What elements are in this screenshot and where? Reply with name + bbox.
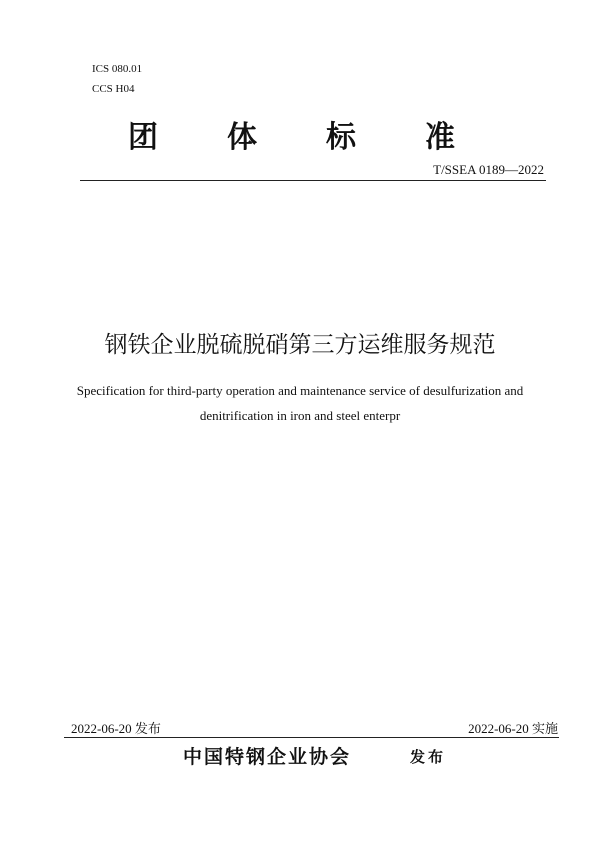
footer-divider: [64, 737, 559, 738]
title-english-line-2: denitrification in iron and steel enterpr: [199, 408, 401, 423]
standard-type-char-3: 标: [326, 120, 356, 155]
standard-type-char-4: 准: [425, 120, 455, 155]
standard-number: T/SSEA 0189—2022: [433, 162, 544, 177]
ics-code: ICS 080.01: [92, 63, 143, 75]
issuer-name: 中国特钢企业协会: [183, 746, 352, 768]
standard-type-char-2: 体: [227, 120, 257, 155]
header-divider: [80, 180, 546, 181]
standard-type-char-1: 团: [128, 120, 158, 155]
title-chinese: 钢铁企业脱硫脱硝第三方运维服务规范: [104, 332, 496, 358]
standard-type-heading: [128, 112, 488, 155]
title-english-line-1: Specification for third-party operation and maintenance service of desulfurization and: [76, 383, 524, 398]
classification-codes: [92, 59, 142, 99]
title-english: [40, 378, 560, 428]
publish-date: 2022-06-20 发布: [71, 721, 161, 736]
implement-date: 2022-06-20 实施: [468, 721, 558, 736]
issuer-suffix: 发布: [410, 748, 447, 766]
ccs-code: CCS H04: [92, 83, 135, 95]
